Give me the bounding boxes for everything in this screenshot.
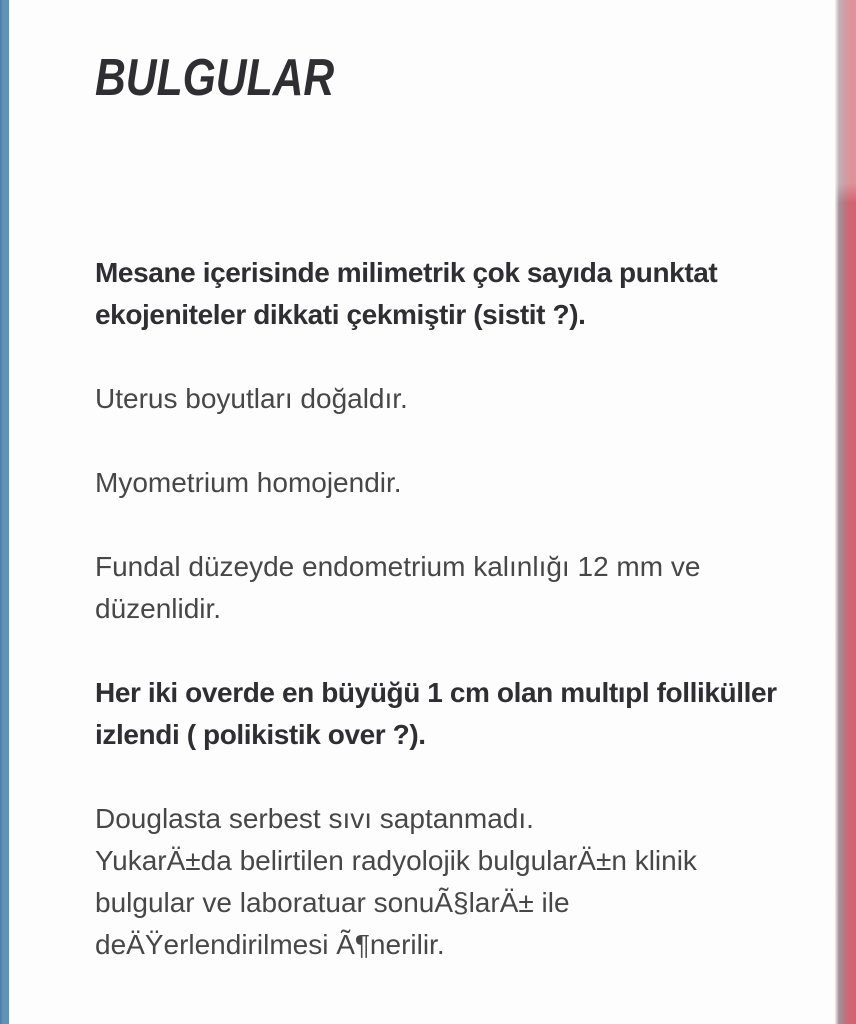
report-paragraph bbox=[95, 462, 790, 504]
text-line: Uterus boyutları doğaldır. bbox=[95, 383, 408, 414]
text-line: ekojeniteler dikkati çekmiştir (sistit ?). bbox=[95, 299, 586, 330]
text-line: izlendi ( polikistik over ?). bbox=[95, 719, 426, 750]
report-paragraph bbox=[95, 546, 790, 630]
text-line: Mesane içerisinde milimetrik çok sayıda punktat bbox=[95, 257, 718, 288]
text-line: YukarÄ±da belirtilen radyolojik bulgularÄ±n klinik bbox=[95, 845, 697, 876]
page-title: BULGULAR bbox=[95, 49, 335, 107]
report-paragraph bbox=[95, 672, 790, 756]
text-line: düzenlidir. bbox=[95, 593, 222, 624]
text-line: Her iki overde en büyüğü 1 cm olan multıpl folliküller bbox=[95, 677, 777, 708]
report-paragraph bbox=[95, 252, 790, 336]
text-line: bulgular ve laboratuar sonuÃ§larÄ± ile bbox=[95, 887, 570, 918]
text-line: Myometrium homojendir. bbox=[95, 467, 402, 498]
text-line: deÄŸerlendirilmesi Ã¶nerilir. bbox=[95, 929, 445, 960]
report-paragraph bbox=[95, 798, 790, 966]
text-line: Fundal düzeyde endometrium kalınlığı 12 mm ve bbox=[95, 551, 701, 582]
text-line: Douglasta serbest sıvı saptanmadı. bbox=[95, 803, 534, 834]
report-paragraph bbox=[95, 378, 790, 420]
right-accent-bar bbox=[835, 0, 856, 1024]
